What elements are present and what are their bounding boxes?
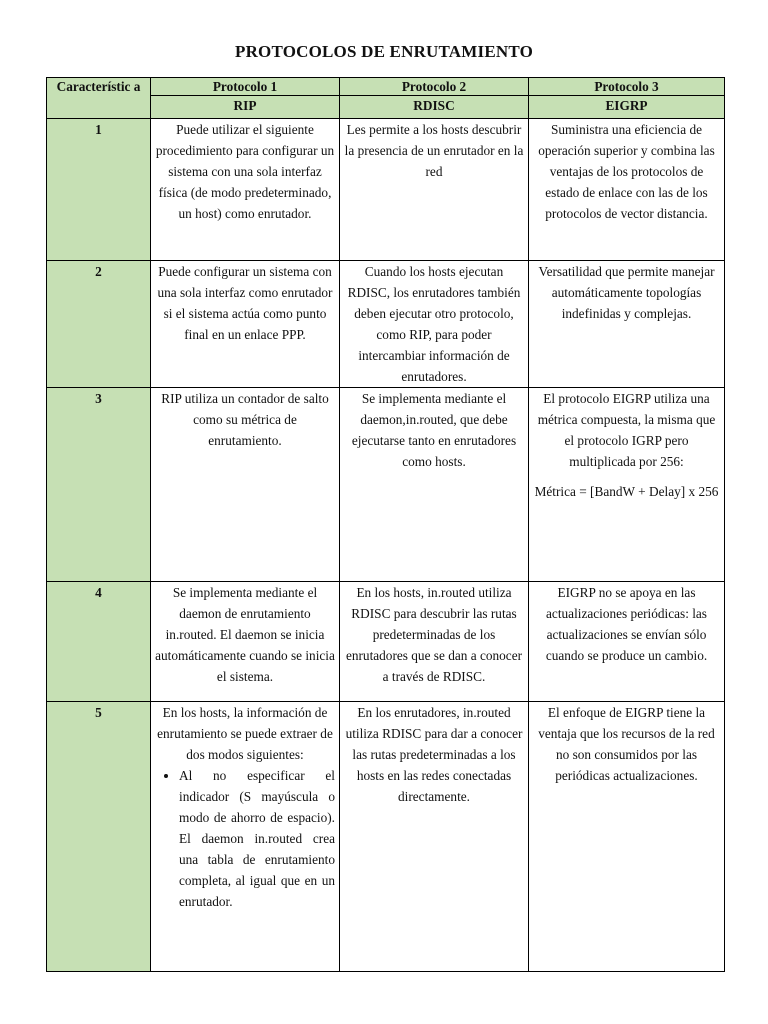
cell-rip: RIP utiliza un contador de salto como su métrica de enrutamiento.: [151, 388, 340, 582]
cell-rdisc: En los enrutadores, in.routed utiliza RDISC para dar a conocer las rutas predeterminadas a los hosts en las redes conectadas directamente.: [340, 702, 529, 972]
cell-rdisc: En los hosts, in.routed utiliza RDISC para descubrir las rutas predeterminadas de los enrutadores que se dan a conocer a través de RDISC.: [340, 582, 529, 702]
page-title: PROTOCOLOS DE ENRUTAMIENTO: [234, 42, 534, 61]
cell-rdisc: Les permite a los hosts descubrir la presencia de un enrutador en la red: [340, 119, 529, 261]
row-number: 4: [47, 582, 151, 702]
row-number: 3: [47, 388, 151, 582]
cell-eigrp: [529, 388, 725, 582]
table-row: [47, 119, 725, 261]
cell-rip-text: En los hosts, la información de enrutamiento se puede extraer de dos modos siguientes:: [157, 705, 333, 762]
cell-rdisc: Cuando los hosts ejecutan RDISC, los enrutadores también deben ejecutar otro protocolo, como RIP, para poder intercambiar información de enrutadores.: [340, 261, 529, 388]
table-row: [47, 261, 725, 388]
cell-rip: Puede utilizar el siguiente procedimiento para configurar un sistema con una sola interfaz física (de modo predeterminado, un host) como enrutador.: [151, 119, 340, 261]
table-row: [47, 702, 725, 972]
cell-rip: Puede configurar un sistema con una sola interfaz como enrutador si el sistema actúa como punto final en un enlace PPP.: [151, 261, 340, 388]
cell-eigrp: EIGRP no se apoya en las actualizaciones periódicas: las actualizaciones se envían sólo cuando se produce un cambio.: [529, 582, 725, 702]
metric-formula: Métrica = [BandW + Delay] x 256: [534, 484, 719, 499]
protocols-table: [46, 77, 725, 972]
header-row-protocols: [47, 78, 725, 96]
cell-eigrp: Suministra una eficiencia de operación superior y combina las ventajas de los protocolos de estado de enlace con las de los protocolos de vector distancia.: [529, 119, 725, 261]
header-characteristic: Característic a: [47, 78, 151, 119]
header-protocol-3: Protocolo 3: [529, 78, 725, 96]
row-number: 1: [47, 119, 151, 261]
header-protocol-1: Protocolo 1: [151, 78, 340, 96]
cell-rip: [151, 702, 340, 972]
row-number: 5: [47, 702, 151, 972]
header-protocol-2: Protocolo 2: [340, 78, 529, 96]
cell-eigrp: El enfoque de EIGRP tiene la ventaja que los recursos de la red no son consumidos por las periódicas actualizaciones.: [529, 702, 725, 972]
bullet-item: • Al no especificar el indicador (S mayúscula o modo de ahorro de espacio). El daemon in.routed crea una tabla de enrutamiento completa, al igual que en un enrutador.: [179, 765, 335, 912]
cell-eigrp-text: El protocolo EIGRP utiliza una métrica compuesta, la misma que el protocolo IGRP pero multiplicada por 256:: [537, 391, 716, 469]
cell-eigrp: Versatilidad que permite manejar automáticamente topologías indefinidas y complejas.: [529, 261, 725, 388]
header-name-rip: RIP: [151, 96, 340, 119]
row-number: 2: [47, 261, 151, 388]
bullet-list: [155, 765, 335, 912]
table-row: [47, 388, 725, 582]
table-row: [47, 582, 725, 702]
cell-rdisc: Se implementa mediante el daemon,in.routed, que debe ejecutarse tanto en enrutadores como hosts.: [340, 388, 529, 582]
cell-rip: Se implementa mediante el daemon de enrutamiento in.routed. El daemon se inicia automáticamente cuando se inicia el sistema.: [151, 582, 340, 702]
header-name-eigrp: EIGRP: [529, 96, 725, 119]
header-name-rdisc: RDISC: [340, 96, 529, 119]
